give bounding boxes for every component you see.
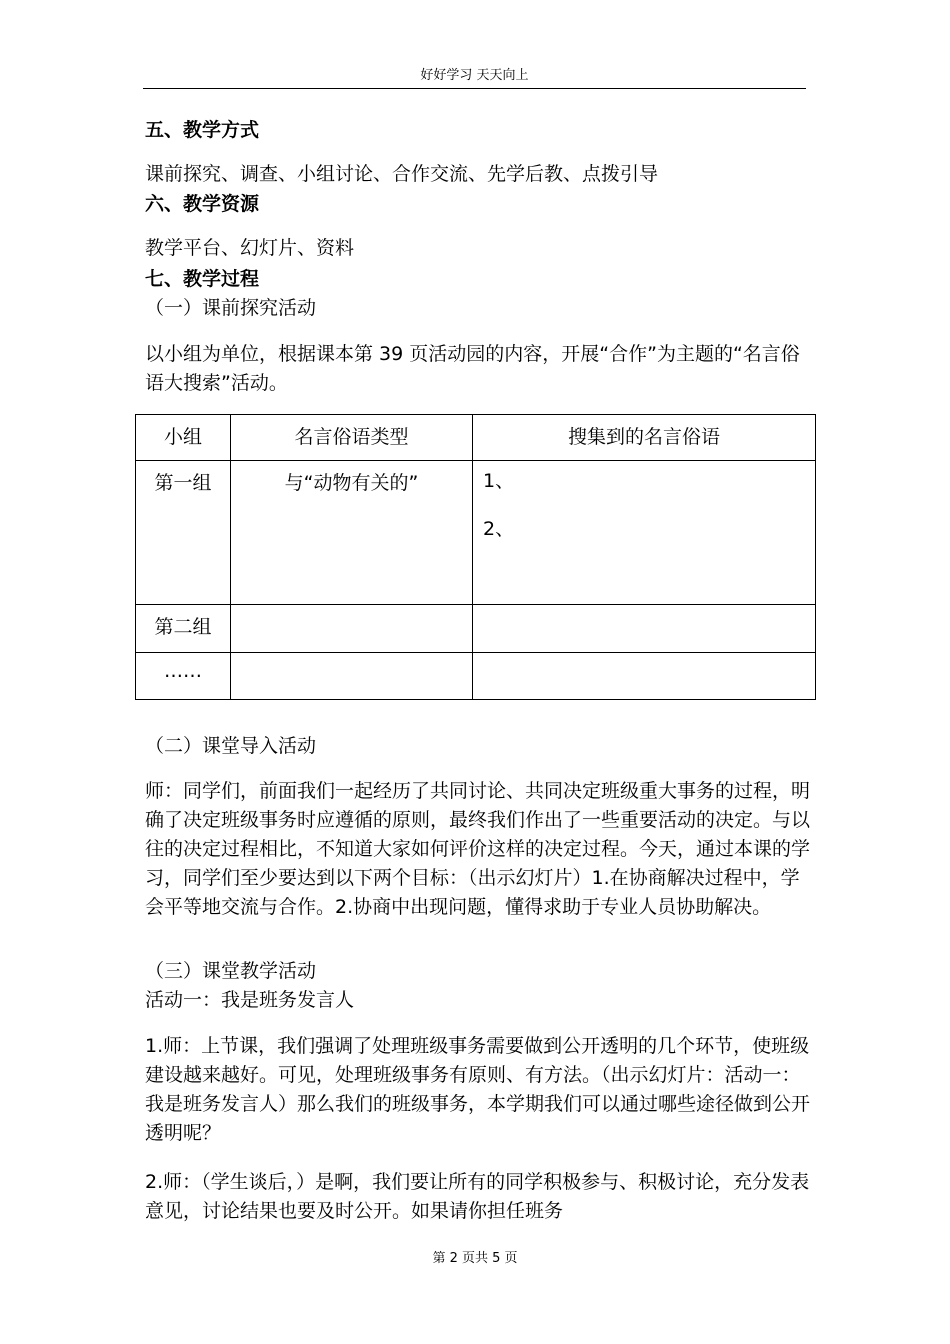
activity-1-paragraph-2: 2.师：（学生谈后，）是啊，我们要让所有的同学积极参与、积极讨论，充分发表意见，讨论结果也要及时公开。如果请你担任班务 [145, 1171, 810, 1222]
collection-table [135, 414, 816, 700]
page-header: 好好学习 天天向上 [420, 68, 529, 83]
table-row [136, 461, 816, 605]
activity-1-title: 活动一：我是班务发言人 [145, 989, 355, 1011]
items-cell [473, 605, 816, 653]
items-cell [473, 461, 816, 605]
items-cell [473, 653, 816, 700]
subsection-1-title: （一）课前探究活动 [145, 297, 317, 319]
list-item: 2、 [483, 518, 515, 540]
subsection-2-text: 师：同学们，前面我们一起经历了共同讨论、共同决定班级重大事务的过程，明确了决定班级事务时应遵循的原则，最终我们作出了一些重要活动的决定。与以往的决定过程相比，不知道大家如何评价这样的决定过程。今天，通过本课的学习，同学们至少要达到以下两个目标：（出示幻灯片）1.在协商解决过程中，学会平等地交流与合作。2.协商中出现问题，懂得求助于专业人员协助解决。 [145, 780, 811, 918]
section-5-heading: 五、教学方式 [145, 119, 260, 141]
table-row [136, 605, 816, 653]
group-cell: 第二组 [136, 605, 231, 653]
group-cell: 第一组 [136, 461, 231, 605]
table-header-cell: 名言俗语类型 [231, 415, 473, 461]
table-header-row [136, 415, 816, 461]
type-cell: 与“动物有关的” [231, 461, 473, 605]
group-cell: …… [136, 653, 231, 700]
type-cell [231, 605, 473, 653]
table-header-cell: 搜集到的名言俗语 [473, 415, 816, 461]
table-row [136, 653, 816, 700]
type-cell [231, 653, 473, 700]
subsection-1-text: 以小组为单位，根据课本第 39 页活动园的内容，开展“合作”为主题的“名言俗语大搜索”活动。 [145, 343, 800, 394]
list-item: 1、 [483, 470, 515, 492]
header-rule [143, 88, 806, 89]
subsection-3-title: （三）课堂教学活动 [145, 960, 317, 982]
section-6-heading: 六、教学资源 [145, 193, 260, 215]
section-6-text: 教学平台、幻灯片、资料 [145, 237, 355, 259]
table-header-cell: 小组 [136, 415, 231, 461]
page-footer: 第 2 页共 5 页 [432, 1251, 518, 1266]
section-7-heading: 七、教学过程 [145, 268, 260, 290]
subsection-2-title: （二）课堂导入活动 [145, 735, 317, 757]
activity-1-paragraph-1: 1.师：上节课，我们强调了处理班级事务需要做到公开透明的几个环节，使班级建设越来越好。可见，处理班级事务有原则、有方法。（出示幻灯片：活动一：我是班务发言人）那么我们的班级事务，本学期我们可以通过哪些途径做到公开透明呢？ [145, 1035, 811, 1144]
section-5-text: 课前探究、调查、小组讨论、合作交流、先学后教、点拨引导 [145, 163, 659, 185]
